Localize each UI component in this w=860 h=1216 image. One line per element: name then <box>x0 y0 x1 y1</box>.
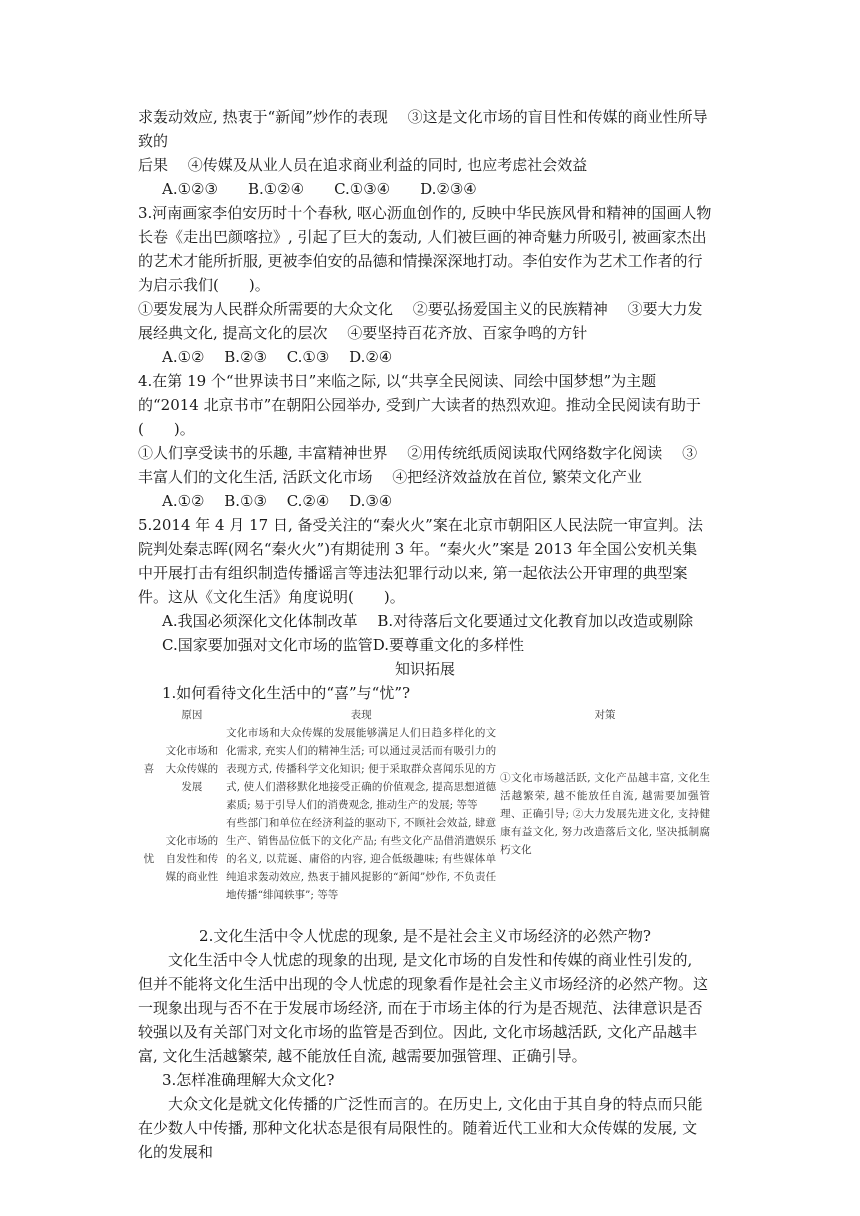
q5-options-ab: A.我国必须深化文化体制改革 B.对待落后文化要通过文化教育加以改造或剔除 <box>162 612 694 630</box>
k1-title: 1.如何看待文化生活中的“喜”与“忧”? <box>162 684 411 702</box>
table-header-row <box>138 706 712 724</box>
table-row-joy <box>138 724 712 814</box>
section-title: 知识拓展 <box>394 660 455 678</box>
q3-stem: 3.河南画家李伯安历时十个春秋, 呕心沥血创作的, 反映中华民族风骨和精神的国画人物长卷《走出巴颜喀拉》, 引起了巨大的轰动, 人们被巨画的神奇魅力所吸引, 被画家杰出的艺术才能所折服, 更被李伯安的品德和情操深深地打动。李伯安作为艺术工作者的行为启示我们( )。 <box>138 204 712 294</box>
q4-options: A.①② B.①③ C.②④ D.③④ <box>162 492 393 510</box>
row-type-worry: 忧 <box>143 853 155 865</box>
k3-body: 大众文化是就文化传播的广泛性而言的。在历史上, 文化由于其自身的特点而只能在少数人中传播, 那种文化状态是很有局限性的。随着近代工业和大众传媒的发展, 文化的发展和 <box>138 1095 703 1161</box>
k2-body: 文化生活中令人忧虑的现象的出现, 是文化市场的自发性和传媒的商业性引发的, 但并不能将文化生活中出现的令人忧虑的现象看作是社会主义市场经济的必然产物。这一现象出现与否不在于发展市场经济, 而在于市场主体的行为是否规范、法律意识是否较强以及有关部门对文化市场的监管是否到位。因此, 文化市场越活跃, 文化产品越丰富, 文化生活越繁荣, 越不能放任自流, 越需要加强管理、正确引导。 <box>138 951 709 1065</box>
q3-options: A.①② B.②③ C.①③ D.②④ <box>162 348 393 366</box>
document-page <box>138 105 712 1164</box>
row-show-joy: 文化市场和大众传媒的发展能够满足人们日趋多样化的文化需求, 充实人们的精神生活; 可以通过灵活而有吸引力的表现方式, 传播科学文化知识; 便于采取群众喜闻乐见的方式, 使人们潜移默化地接受正确的价值观念, 提高思想道德素质; 易于引导人们的消费观念, 推动生产的发展; 等等 <box>226 727 497 811</box>
q5-options-cd: C.国家要加强对文化市场的监管D.要尊重文化的多样性 <box>162 636 524 654</box>
q2-options: A.①②③ B.①②④ C.①③④ D.②③④ <box>162 180 477 198</box>
q3-items: ①要发展为人民群众所需要的大众文化 ②要弘扬爱国主义的民族精神 ③要大力发展经典文化, 提高文化的层次 ④要坚持百花齐放、百家争鸣的方针 <box>138 300 703 342</box>
row-type-joy: 喜 <box>143 763 155 775</box>
q2-tail-line-1: 求轰动效应, 热衷于“新闻”炒作的表现 ③这是文化市场的盲目性和传媒的商业性所导致的 <box>138 108 708 150</box>
q4-items: ①人们享受读书的乐趣, 丰富精神世界 ②用传统纸质阅读取代网络数字化阅读 ③丰富人们的文化生活, 活跃文化市场 ④把经济效益放在首位, 繁荣文化产业 <box>138 444 698 486</box>
joy-worry-table <box>138 706 712 904</box>
row-show-worry: 有些部门和单位在经济利益的驱动下, 不顾社会效益, 肆意生产、销售品位低下的文化产品; 有些文化产品借消遣娱乐的名义, 以荒诞、庸俗的内容, 迎合低级趣味; 有些媒体单纯追求轰动效应, 热衷于捕风捉影的“新闻”炒作, 不负责任地传播“绯闻轶事”; 等等 <box>226 817 497 901</box>
q5-stem: 5.2014 年 4 月 17 日, 备受关注的“秦火火”案在北京市朝阳区人民法院一审宣判。法院判处秦志晖(网名“秦火火”)有期徒刑 3 年。“秦火火”案是 2013 年全国公安机关集中开展打击有组织制造传播谣言等违法犯罪行动以来, 第一起依法公开审理的典型案件。这从《文化生活》角度说明( )。 <box>138 516 703 606</box>
k2-title: 2.文化生活中令人忧虑的现象, 是不是社会主义市场经济的必然产物? <box>199 927 651 945</box>
q2-tail-line-2: 后果 ④传媒及从业人员在追求商业利益的同时, 也应考虑社会效益 <box>138 156 588 174</box>
policy-cell: ①文化市场越活跃, 文化产品越丰富, 文化生活越繁荣, 越不能放任自流, 越需要加强管理、正确引导; ②大力发展先进文化, 支持健康有益文化, 努力改造落后文化, 坚决抵制腐朽文化 <box>500 772 710 856</box>
header-reason: 原因 <box>181 709 203 721</box>
q4-stem: 4.在第 19 个“世界读书日”来临之际, 以“共享全民阅读、同绘中国梦想”为主题的“2014 北京书市”在朝阳公园举办, 受到广大读者的热烈欢迎。推动全民阅读有助于( )。 <box>138 372 701 438</box>
row-reason-joy: 文化市场和大众传媒的发展 <box>165 745 219 793</box>
header-show: 表现 <box>350 709 372 721</box>
k3-title: 3.怎样准确理解大众文化? <box>162 1071 335 1089</box>
row-reason-worry: 文化市场的自发性和传媒的商业性 <box>165 835 219 883</box>
header-policy: 对策 <box>594 709 616 721</box>
